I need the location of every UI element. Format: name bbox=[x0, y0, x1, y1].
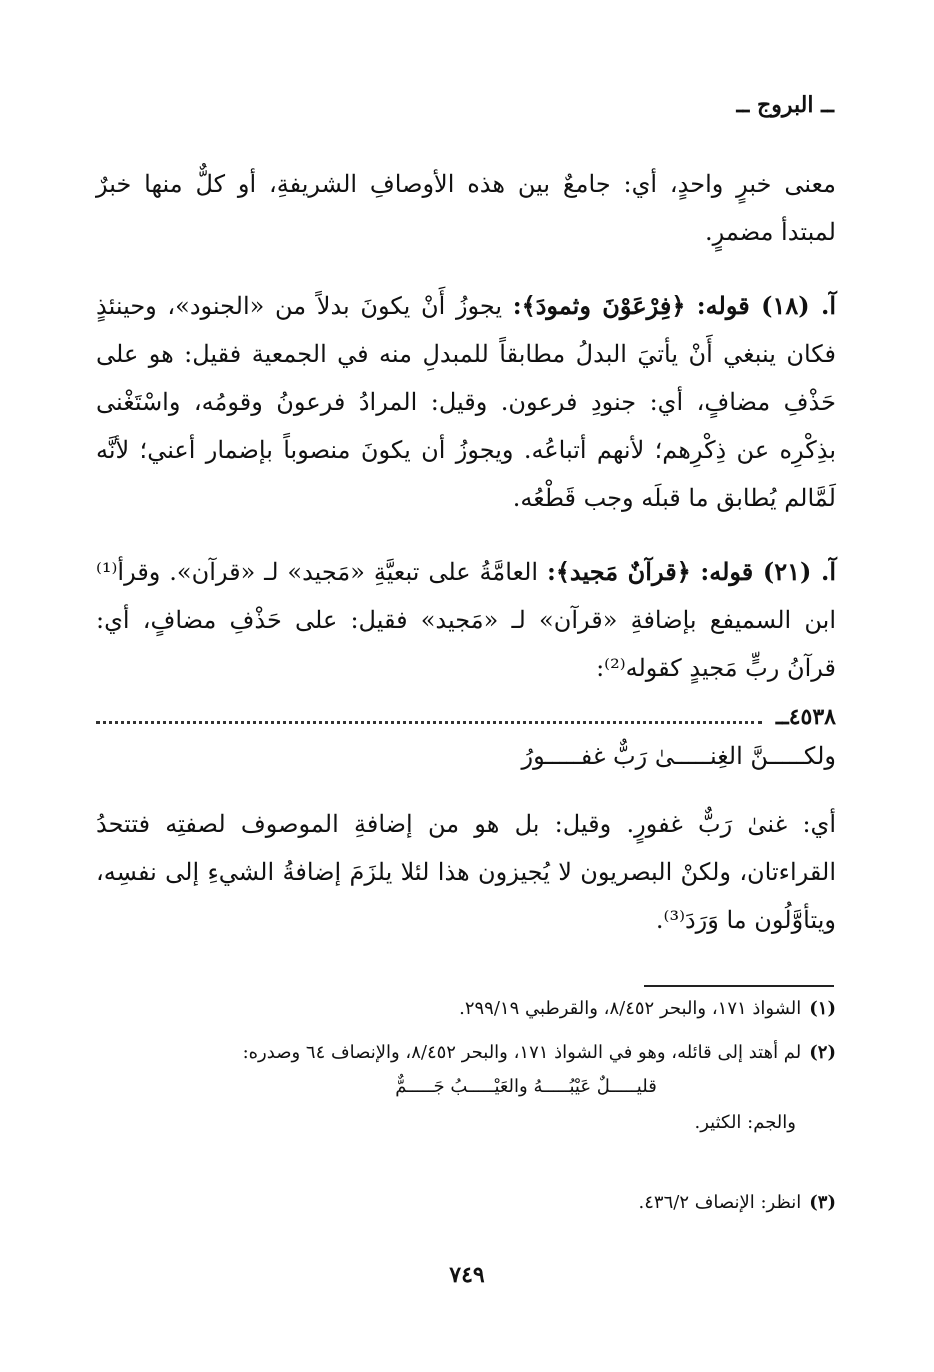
dotted-line bbox=[96, 721, 762, 724]
verse-hemistich-text: ولكـــــنَّ الغِنـــــىٰ رَبٌّ غفـــــورُ bbox=[521, 742, 836, 770]
paragraph-4 bbox=[96, 800, 836, 944]
paragraph-verse-21 bbox=[96, 548, 836, 692]
paragraph-1 bbox=[96, 160, 836, 256]
running-header: ــ البروج ــ bbox=[736, 92, 834, 118]
footnote-2 bbox=[96, 1040, 836, 1144]
paragraph-2-text bbox=[96, 282, 836, 522]
footnote-2-verse: قليـــــلٌ عَيْبُـــــهُ والعَيْـــــبُ جَـــــمٌّ bbox=[395, 1076, 657, 1097]
verse-18-commentary: يجوزُ أَنْ يكونَ بدلاً من «الجنود»، وحينئذٍ فكان ينبغي أَنْ يأتيَ البدلُ مطابقاً للمبدلِ منه في الجمعية فقيل: هو على حَذْفِ مضافٍ، أي: جنودِ فرعون. وقيل: المرادُ فرعونُ وقومُه، واسْتَغْنى بذِكْرِه عن ذِكْرِهم؛ لأنهم أتباعُه. ويجوزُ أن يكونَ منصوباً بإضمار أعني؛ لأنَّه لَمَّالم يُطابق ما قبلَه وجب قَطْعُه. bbox=[96, 292, 836, 512]
poetry-verse-first-hemistich bbox=[96, 700, 836, 734]
footnote-3-number: (٣) bbox=[809, 1192, 836, 1213]
paragraph-verse-18 bbox=[96, 282, 836, 522]
paragraph-4-text: أي: غنىٰ رَبٌّ غفورٍ. وقيل: بل هو من إضافةِ الموصوف لصفتِه فتتحدُ القراءتان، ولكنْ البصريون لا يُجيزون هذا لئلا يلزَمَ إضافةُ الشيءِ إلى نفسِه، ويتأوَّلُون ما وَرَدَ⁽³⁾. bbox=[96, 810, 836, 934]
footnote-3 bbox=[96, 1190, 836, 1224]
verse-18-heading: آ. (١٨) قوله: ﴿فِرْعَوْنَ وثمودَ﴾: bbox=[512, 291, 836, 320]
verse-number: ٤٥٣٨ــ bbox=[775, 704, 836, 730]
verse-21-commentary: العامَّةُ على تبعيَّةِ «مَجيد» لـ «قرآن». وقرأ⁽¹⁾ ابن السميفع بإضافةِ «قرآن» لـ «مَجيد» فقيل: على حَذْفِ مضافٍ، أي: قرآنُ ربٍّ مَجيدٍ كقوله⁽²⁾: bbox=[96, 558, 836, 682]
poetry-verse-second-hemistich bbox=[96, 740, 836, 772]
footnote-2-number: (٢) bbox=[809, 1042, 836, 1063]
page-number: ٧٤٩ bbox=[449, 1262, 485, 1288]
footnote-1-text: الشواذ ١٧١، والبحر ٨/٤٥٢، والقرطبي ٢٩٩/١٩. bbox=[459, 998, 802, 1019]
footnote-1 bbox=[96, 996, 836, 1030]
footnote-2-gloss: والجم: الكثير. bbox=[694, 1112, 796, 1133]
footnote-3-text: انظر: الإنصاف ٤٣٦/٢. bbox=[638, 1192, 802, 1213]
footnote-1-number: (١) bbox=[809, 998, 836, 1019]
paragraph-1-text: معنى خبرٍ واحدٍ، أي: جامعٌ بين هذه الأوصافِ الشريفةِ، أو كلٌّ منها خبرٌ لمبتدأ مضمرٍ. bbox=[96, 170, 836, 246]
footnote-2-text: لم أهتد إلى قائله، وهو في الشواذ ١٧١، والبحر ٨/٤٥٢، والإنصاف ٦٤ وصدره: bbox=[242, 1042, 802, 1063]
paragraph-3-text bbox=[96, 548, 836, 692]
verse-21-heading: آ. (٢١) قوله: ﴿قرآنٌ مَجيد﴾: bbox=[546, 557, 837, 586]
footnote-separator bbox=[644, 985, 834, 987]
